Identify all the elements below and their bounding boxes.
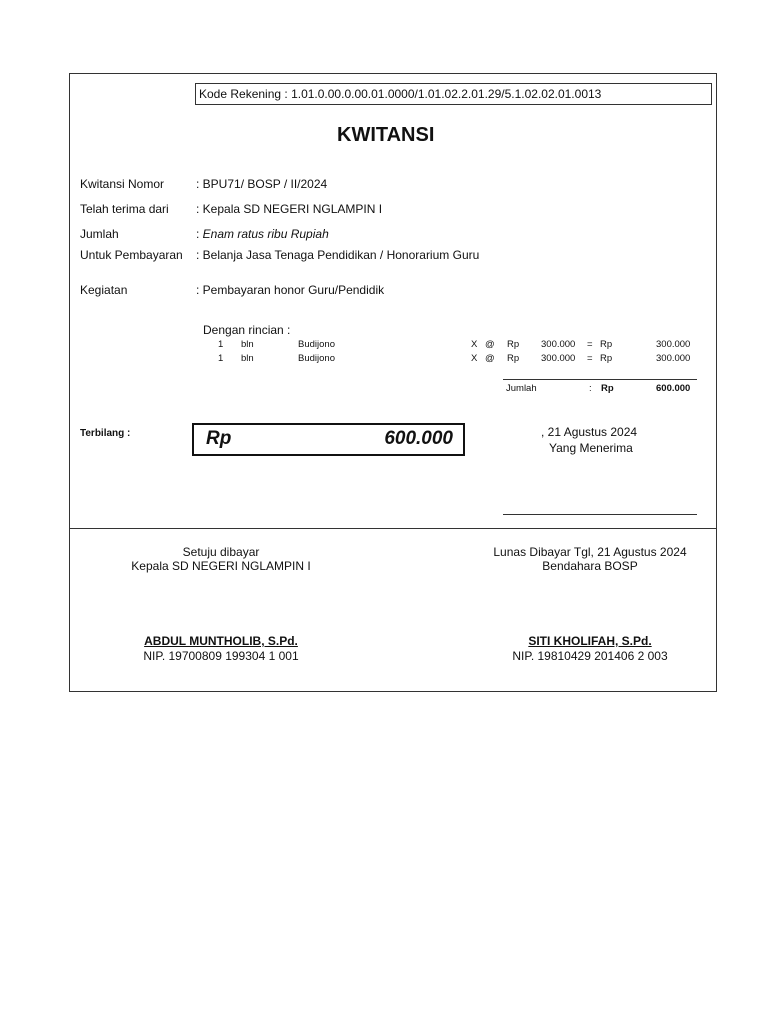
jumlah-colon: : <box>589 383 592 394</box>
right-sign-line2: Bendahara BOSP <box>542 559 638 573</box>
receiver-date: , 21 Agustus 2024 <box>541 425 638 439</box>
field-value-jumlah-words: Enam ratus ribu Rupiah <box>202 227 329 241</box>
field-label-kegiatan: Kegiatan <box>80 283 128 297</box>
rincian-label: Dengan rincian : <box>203 323 291 337</box>
kode-rekening-box <box>195 83 712 105</box>
kode-rekening-text: Kode Rekening : 1.01.0.00.0.00.01.0000/1.01.02.2.01.29/5.1.02.02.01.0013 <box>199 87 602 101</box>
rincian-rp2: Rp <box>600 353 613 364</box>
rincian-x: X <box>471 339 478 350</box>
rincian-unit: bln <box>241 339 254 350</box>
right-sign-nip: NIP. 19810429 201406 2 003 <box>512 649 668 663</box>
left-sign-line1: Setuju dibayar <box>182 545 260 559</box>
rincian-eq: = <box>587 339 593 350</box>
field-value-jumlah-prefix: : <box>196 227 203 241</box>
rincian-rp1: Rp <box>507 353 520 364</box>
amount-value: 600.000 <box>384 428 453 449</box>
rincian-qty: 1 <box>218 353 224 364</box>
rincian-total: 300.000 <box>656 339 691 350</box>
field-value-pembayaran: : Belanja Jasa Tenaga Pendidikan / Honorarium Guru <box>196 248 480 262</box>
terbilang-label: Terbilang : <box>80 428 131 439</box>
amount-box <box>192 423 465 456</box>
rincian-name: Budijono <box>298 353 335 364</box>
receipt-frame <box>69 73 717 692</box>
field-value-kegiatan: : Pembayaran honor Guru/Pendidik <box>196 283 385 297</box>
field-label-nomor: Kwitansi Nomor <box>80 177 165 191</box>
rincian-price: 300.000 <box>541 353 576 364</box>
field-label-pembayaran: Untuk Pembayaran <box>80 248 183 262</box>
rincian-rp1: Rp <box>507 339 520 350</box>
receiver-signature-line <box>503 514 697 515</box>
right-sign-name: SITI KHOLIFAH, S.Pd. <box>528 634 652 648</box>
rincian-eq: = <box>587 353 593 364</box>
rincian-x: X <box>471 353 478 364</box>
jumlah-label: Jumlah <box>506 383 537 394</box>
total-divider <box>503 379 697 380</box>
rincian-qty: 1 <box>218 339 224 350</box>
left-sign-name: ABDUL MUNTHOLIB, S.Pd. <box>144 634 298 648</box>
rincian-at: @ <box>485 353 495 364</box>
rincian-price: 300.000 <box>541 339 576 350</box>
field-value-jumlah <box>196 227 329 241</box>
field-label-jumlah: Jumlah <box>80 227 119 241</box>
jumlah-rp: Rp <box>601 383 614 394</box>
field-value-terima: : Kepala SD NEGERI NGLAMPIN I <box>196 202 383 216</box>
right-sign-line1: Lunas Dibayar Tgl, 21 Agustus 2024 <box>493 545 687 559</box>
rincian-unit: bln <box>241 353 254 364</box>
rincian-name: Budijono <box>298 339 335 350</box>
receiver-role: Yang Menerima <box>549 441 633 455</box>
section-divider <box>69 528 717 529</box>
rincian-total: 300.000 <box>656 353 691 364</box>
rincian-rp2: Rp <box>600 339 613 350</box>
left-sign-line2: Kepala SD NEGERI NGLAMPIN I <box>131 559 311 573</box>
jumlah-total: 600.000 <box>656 383 691 394</box>
field-label-terima: Telah terima dari <box>80 202 169 216</box>
amount-rp: Rp <box>206 428 232 449</box>
field-value-nomor: : BPU71/ BOSP / II/2024 <box>196 177 328 191</box>
left-sign-nip: NIP. 19700809 199304 1 001 <box>143 649 299 663</box>
receipt-title: KWITANSI <box>337 124 435 146</box>
rincian-at: @ <box>485 339 495 350</box>
